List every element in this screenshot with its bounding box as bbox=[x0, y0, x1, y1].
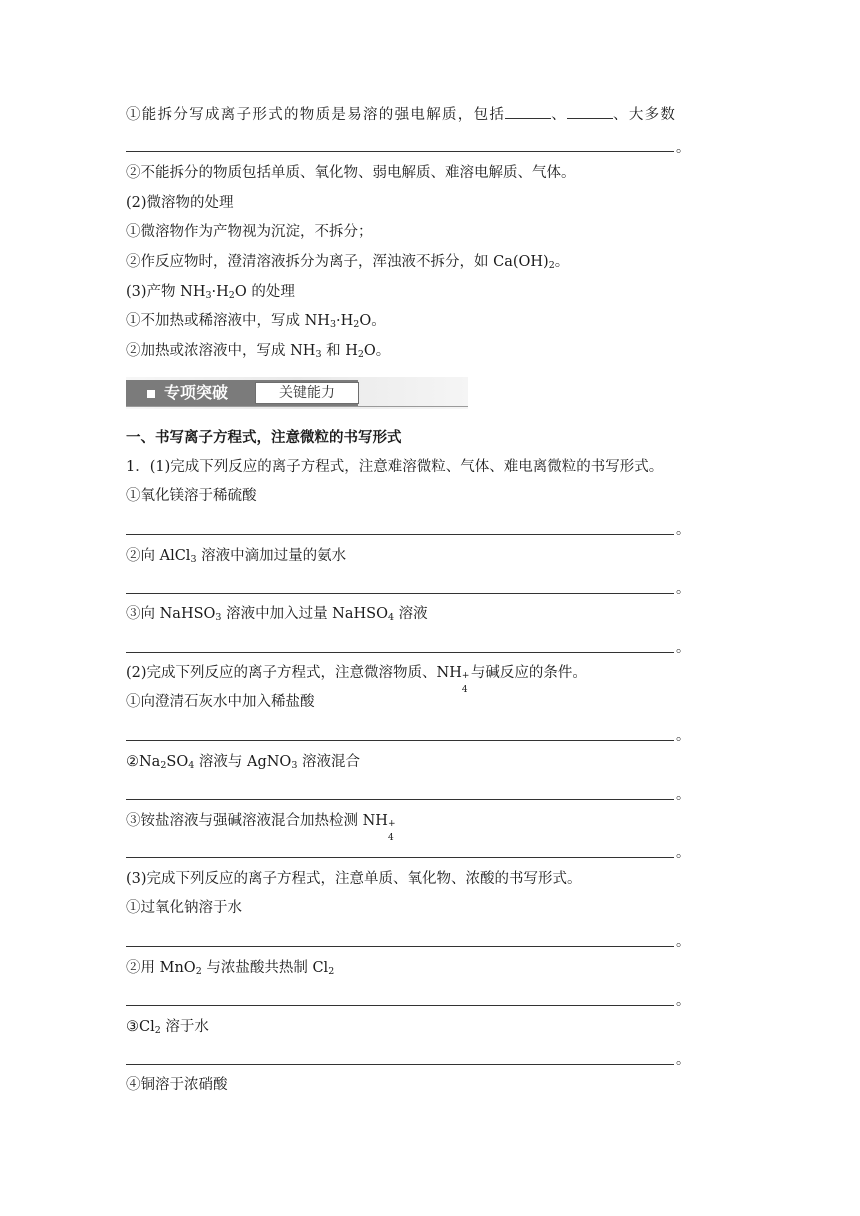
text-fragment: 、大多数 bbox=[613, 107, 677, 123]
period-mark: 。 bbox=[676, 640, 690, 656]
answer-line[interactable] bbox=[126, 151, 674, 152]
text-line bbox=[126, 311, 386, 331]
text-line bbox=[126, 282, 295, 302]
subscript: 3 bbox=[205, 290, 212, 301]
answer-line[interactable] bbox=[126, 946, 674, 947]
question-1-3: (3)完成下列反应的离子方程式，注意单质、氧化物、浓酸的书写形式。 bbox=[126, 871, 582, 887]
text-fragment: 溶液混合 bbox=[297, 754, 360, 770]
subscript: 4 bbox=[461, 685, 468, 695]
subscript: 3 bbox=[315, 349, 322, 360]
item-label: ④铜溶于浓硝酸 bbox=[126, 1077, 228, 1093]
text-fragment: ②加热或浓溶液中，写成 NH bbox=[126, 343, 316, 359]
text-fragment: 溶液中加入过量 NaHSO bbox=[221, 606, 388, 622]
text-fragment: O。 bbox=[363, 343, 391, 359]
answer-line[interactable] bbox=[126, 799, 674, 800]
subscript: 3 bbox=[215, 612, 222, 623]
text-fragment: ③向 NaHSO bbox=[126, 606, 216, 622]
text-fragment: (3)产物 NH bbox=[126, 284, 206, 300]
text-line: ①微溶物作为产物视为沉淀，不拆分； bbox=[126, 224, 373, 240]
period-mark: 。 bbox=[676, 993, 690, 1009]
question-1-1: 1．(1)完成下列反应的离子方程式，注意难溶微粒、气体、难电离微粒的书写形式。 bbox=[126, 459, 664, 475]
period-mark: 。 bbox=[676, 728, 690, 744]
subscript: 2 bbox=[353, 319, 360, 330]
subscript: 4 bbox=[188, 760, 195, 771]
subscript: 3 bbox=[291, 760, 298, 771]
subscript: 2 bbox=[195, 966, 202, 977]
text-fragment: O 的处理 bbox=[234, 284, 295, 300]
superscript: + bbox=[461, 671, 470, 681]
text-fragment: ③铵盐溶液与强碱溶液混合加热检测 NH bbox=[126, 813, 388, 829]
item-label bbox=[126, 1017, 209, 1037]
text-fragment: 。 bbox=[554, 254, 570, 270]
text-fragment: (2)完成下列反应的离子方程式，注意微溶物质、NH bbox=[126, 665, 462, 681]
text-fragment: 溶于水 bbox=[160, 1019, 209, 1035]
text-fragment: ②作反应物时，澄清溶液拆分为离子，浑浊液不拆分，如 Ca(OH) bbox=[126, 254, 549, 270]
text-line: ②不能拆分的物质包括单质、氧化物、弱电解质、难溶电解质、气体。 bbox=[126, 165, 576, 181]
answer-line[interactable] bbox=[126, 652, 674, 653]
text-fragment: O。 bbox=[359, 313, 386, 329]
subscript: 3 bbox=[190, 554, 197, 565]
section-heading: 一、书写离子方程式，注意微粒的书写形式 bbox=[126, 430, 402, 446]
item-label: ①氧化镁溶于稀硫酸 bbox=[126, 488, 257, 504]
item-label bbox=[126, 546, 346, 566]
separator: 、 bbox=[551, 107, 568, 123]
text-fragment: ①能拆分写成离子形式的物质是易溶的强电解质，包括 bbox=[126, 107, 506, 123]
text-fragment: 溶液与 AgNO bbox=[194, 754, 292, 770]
period-mark: 。 bbox=[676, 581, 690, 597]
text-fragment: 与浓盐酸共热制 Cl bbox=[201, 960, 329, 976]
item-label bbox=[126, 958, 334, 978]
subscript: 2 bbox=[228, 290, 235, 301]
answer-line[interactable] bbox=[126, 593, 674, 594]
superscript: + bbox=[387, 819, 396, 829]
text-fragment: SO bbox=[166, 754, 189, 770]
square-bullet-icon bbox=[147, 390, 155, 398]
subscript: 2 bbox=[154, 1025, 161, 1036]
text-line-strong-electrolytes bbox=[126, 104, 676, 125]
text-fragment: ①不加热或稀溶液中，写成 NH bbox=[126, 313, 330, 329]
text-fragment: ③Cl bbox=[126, 1019, 155, 1035]
text-line bbox=[126, 252, 569, 272]
text-fragment: 溶液中滴加过量的氨水 bbox=[196, 548, 347, 564]
item-label bbox=[126, 752, 360, 772]
banner-title: 专项突破 bbox=[164, 383, 229, 402]
answer-line[interactable] bbox=[126, 1005, 674, 1006]
text-fragment: ·H bbox=[211, 284, 229, 300]
section-banner bbox=[126, 369, 468, 409]
banner-tab-label: 关键能力 bbox=[279, 385, 335, 401]
subscript: 2 bbox=[160, 760, 167, 771]
period-mark: 。 bbox=[676, 140, 690, 156]
item-label: ①向澄清石灰水中加入稀盐酸 bbox=[126, 694, 315, 710]
answer-line[interactable] bbox=[126, 1064, 674, 1065]
text-fragment: ②向 AlCl bbox=[126, 548, 191, 564]
text-fragment: 和 H bbox=[321, 343, 358, 359]
subscript: 2 bbox=[357, 349, 364, 360]
banner-rule bbox=[126, 406, 468, 407]
item-label: ①过氧化钠溶于水 bbox=[126, 900, 242, 916]
text-fragment: ·H bbox=[336, 313, 354, 329]
answer-blank[interactable] bbox=[505, 104, 551, 119]
answer-line[interactable] bbox=[126, 857, 674, 858]
text-line: (2)微溶物的处理 bbox=[126, 195, 234, 211]
period-mark: 。 bbox=[676, 787, 690, 803]
subscript: 2 bbox=[328, 966, 335, 977]
period-mark: 。 bbox=[676, 845, 690, 861]
subscript: 3 bbox=[329, 319, 336, 330]
text-fragment: ②用 MnO bbox=[126, 960, 196, 976]
question-1-2 bbox=[126, 663, 587, 695]
answer-line[interactable] bbox=[126, 534, 674, 535]
text-fragment: 溶液 bbox=[394, 606, 428, 622]
text-fragment: ②Na bbox=[126, 754, 161, 770]
subscript: 4 bbox=[388, 612, 395, 623]
item-label bbox=[126, 604, 428, 624]
answer-blank[interactable] bbox=[567, 104, 613, 119]
period-mark: 。 bbox=[676, 1052, 690, 1068]
period-mark: 。 bbox=[676, 522, 690, 538]
text-line bbox=[126, 341, 390, 361]
item-label bbox=[126, 811, 396, 843]
text-fragment: 与碱反应的条件。 bbox=[470, 665, 587, 681]
period-mark: 。 bbox=[676, 934, 690, 950]
answer-line[interactable] bbox=[126, 740, 674, 741]
subscript: 4 bbox=[387, 833, 394, 843]
subscript: 2 bbox=[548, 260, 555, 271]
